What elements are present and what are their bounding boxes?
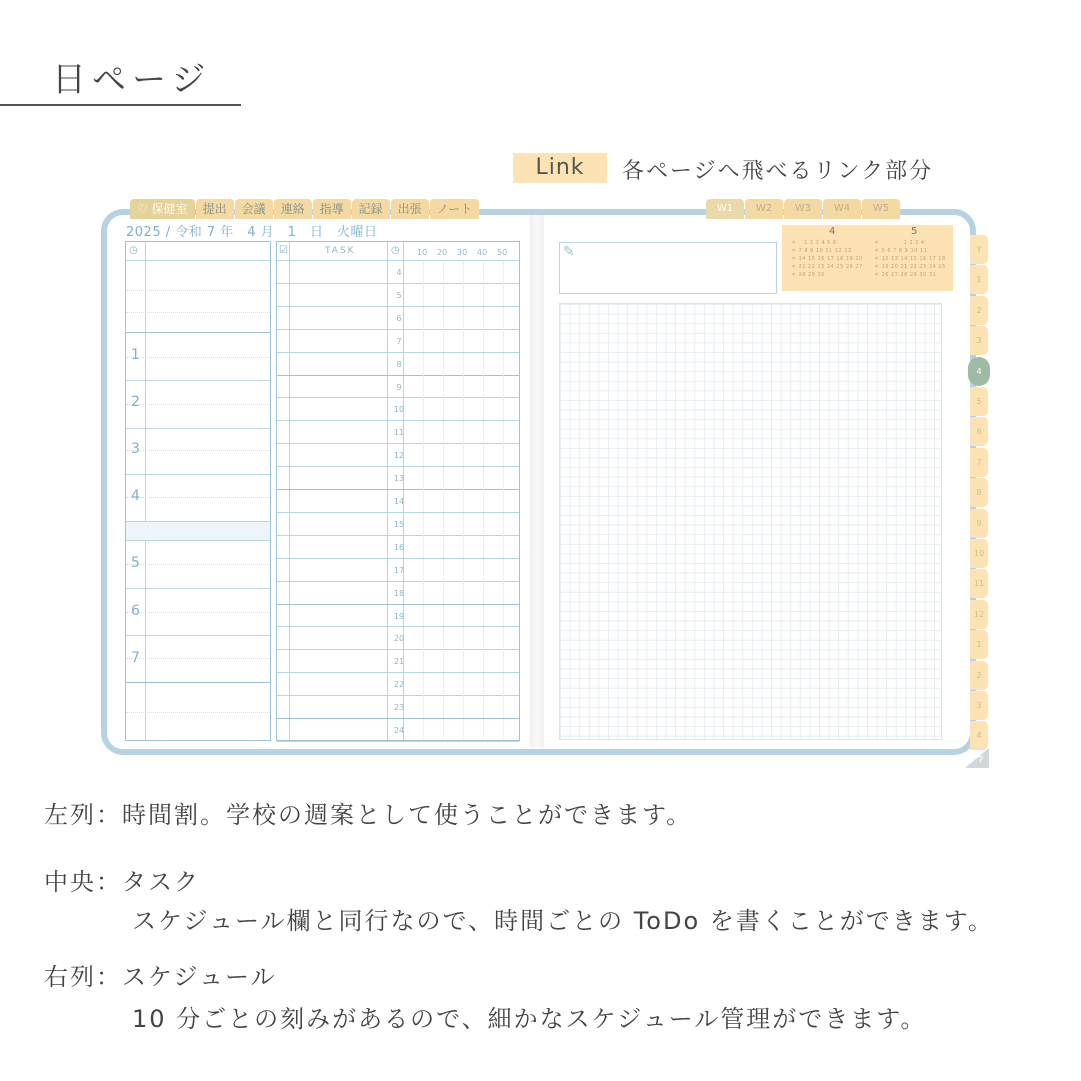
tab-kiroku[interactable]: 記録 [352,199,390,219]
grid-notes-area[interactable] [559,303,942,740]
period-label: 5 [131,555,140,571]
tab-kaigi[interactable]: 会議 [235,199,273,219]
period-label: 7 [131,650,140,666]
link-description: 各ページへ飛べるリンク部分 [622,159,934,184]
hour-label: 16 [393,542,405,552]
mini-calendar-week: ＊ 5 6 7 8 9 10 11 [874,248,928,254]
date-line: 2025 / 令和 7 年 4 月 1 日 火曜日 [126,225,378,240]
hour-label: 18 [393,588,405,598]
hour-label: 17 [393,565,405,575]
tab-month-11[interactable]: 11 [970,569,988,598]
period-label: 4 [131,488,140,504]
mini-calendar-week: ＊ 1 2 3 4 5 6 [791,240,837,246]
tab-month-9[interactable]: 9 [970,509,988,538]
tab-week-2[interactable]: W2 [745,199,783,219]
tab-shidou[interactable]: 指導 [313,199,351,219]
minute-label: 40 [477,248,488,257]
hour-label: 6 [396,313,402,323]
memo-box[interactable] [559,242,777,294]
mini-calendar-month: 5 [911,226,918,237]
week-tabs [706,199,901,219]
page-spine [530,215,544,747]
right-column-description: 10 分ごとの刻みがあるので、細かなスケジュール管理ができます。 [132,1005,927,1033]
minute-label: 50 [497,248,508,257]
mini-calendar[interactable] [782,225,953,291]
hour-label: 20 [393,634,405,644]
tab-renraku[interactable]: 連絡 [274,199,312,219]
mini-calendar-week: ＊ 7 8 9 10 11 12 13 [791,248,852,254]
mini-calendar-week: ＊ 26 27 28 29 30 31 [874,272,937,278]
hour-label: 13 [393,474,405,484]
help-corner[interactable] [965,748,989,768]
tab-month-15[interactable]: 3 [970,691,988,720]
hour-label: 12 [393,451,405,461]
minute-label: 20 [437,248,448,257]
tab-week-5[interactable]: W5 [862,199,900,219]
hour-label: 23 [393,703,405,713]
hour-label: 10 [393,405,405,415]
tab-month-1[interactable]: 1 [970,265,988,294]
category-tabs [130,199,480,219]
tab-week-1[interactable]: W1 [706,199,744,219]
checkbox-icon: ☑ [279,245,288,256]
period-label: 6 [131,603,140,619]
hour-label: 7 [396,336,402,346]
minute-label: 30 [457,248,468,257]
page-title: 日ページ [52,60,212,100]
hour-label: 8 [396,359,402,369]
tab-week-4[interactable]: W4 [823,199,861,219]
hour-label: 9 [396,382,402,392]
tab-month-5[interactable]: 5 [970,387,988,416]
task-schedule-column [276,241,520,741]
hour-label: 24 [393,726,405,735]
tab-month-10[interactable]: 10 [970,539,988,568]
clock-icon: ◷ [391,245,400,256]
minute-label: 10 [417,248,428,257]
mini-calendar-week: ＊ 1 2 3 4 [874,240,925,246]
tab-shucchou[interactable]: 出張 [391,199,429,219]
help-icon[interactable]: ? [978,755,984,766]
hour-label: 14 [393,497,405,506]
tab-teishutsu[interactable]: 提出 [196,199,234,219]
tab-week-3[interactable]: W3 [784,199,822,219]
tab-month-6[interactable]: 6 [970,417,988,446]
mini-calendar-week: ＊ 21 22 23 24 25 26 27 [791,264,863,270]
pencil-icon: ✎ [563,244,575,260]
tab-month-8[interactable]: 8 [970,478,988,507]
hour-label: 15 [393,519,405,529]
tab-hokenshitsu[interactable]: ♡ 保健室 [130,199,195,219]
center-column-description: スケジュール欄と同行なので、時間ごとの ToDo を書くことができます。 [132,907,994,935]
hour-label: 19 [393,611,405,621]
mini-calendar-week: ＊ 12 13 14 15 16 17 18 [874,256,946,262]
tab-month-14[interactable]: 2 [970,661,988,690]
task-header: TASK [325,246,356,256]
hour-label: 21 [393,657,405,667]
tab-month-4[interactable]: 4 [968,357,990,386]
mini-calendar-week: ＊ 28 29 30 [791,272,825,278]
hour-label: 4 [396,268,402,277]
tab-month-7[interactable]: 7 [970,448,988,477]
tab-month-16[interactable]: 4 [970,721,988,750]
left-column-description: 左列：時間割。学校の週案として使うことができます。 [44,801,693,829]
hour-label: 11 [393,428,405,438]
title-underline [0,104,241,106]
mini-calendar-week: ＊ 14 15 16 17 18 19 20 [791,256,863,262]
hour-label: 5 [396,290,402,300]
tab-month-0[interactable]: Y [970,235,988,264]
clock-icon: ◷ [129,245,138,256]
timetable-column [125,241,271,741]
tab-month-3[interactable]: 3 [970,326,988,355]
right-column-title: 右列：スケジュール [44,963,277,991]
center-column-title: 中央：タスク [44,868,200,896]
link-badge: Link [513,153,607,183]
tab-month-2[interactable]: 2 [970,296,988,325]
mini-calendar-month: 4 [829,226,836,237]
tab-month-13[interactable]: 1 [970,630,988,659]
mini-calendar-week: ＊ 19 20 21 22 23 24 25 [874,264,946,270]
tab-note[interactable]: ノート [430,199,480,219]
tab-month-12[interactable]: 12 [970,600,988,629]
hour-label: 22 [393,680,405,690]
period-label: 2 [131,394,140,410]
period-label: 3 [131,441,140,457]
period-label: 1 [131,347,140,363]
